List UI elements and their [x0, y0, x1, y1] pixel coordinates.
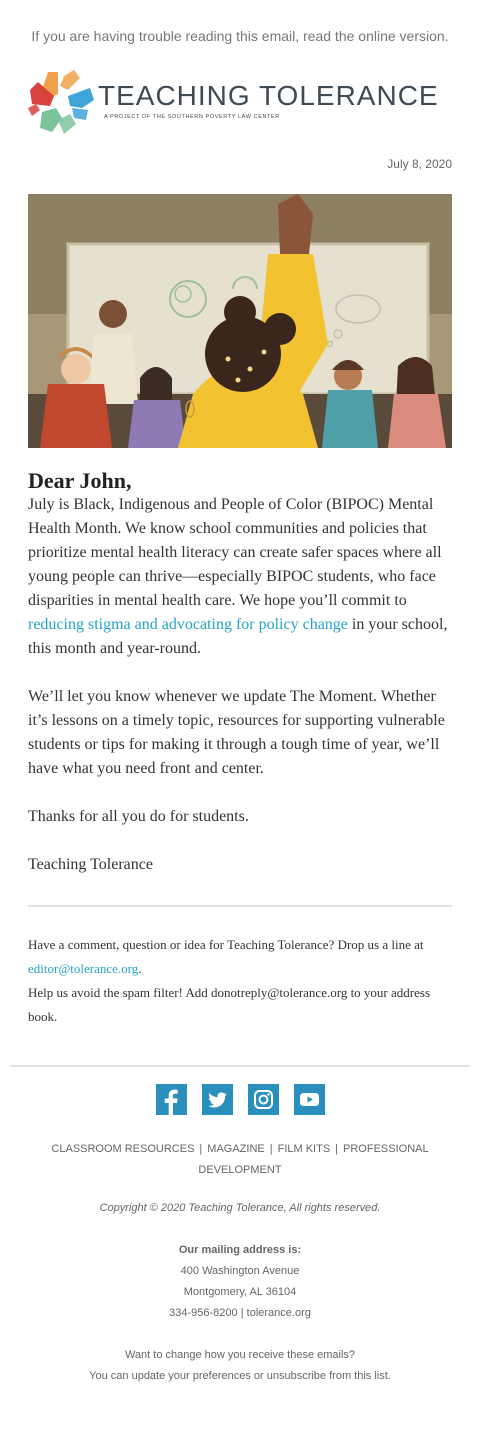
intro-text: July is Black, Indigenous and People of Color (BIPOC) Mental Health Month. We know school communities and policies that prioritize mental health literacy can create safer spaces where all young people can thrive—especially BIPOC students, who face disparities in mental health care. We hope you’ll commit to: [28, 496, 442, 609]
professional-development-link[interactable]: PROFESSIONAL DEVELOPMENT: [198, 1143, 429, 1176]
nav-separator: |: [199, 1143, 203, 1155]
unsubscribe-link[interactable]: unsubscribe from this list: [266, 1370, 388, 1382]
intro-paragraph: [28, 493, 452, 661]
instagram-icon: [248, 1084, 279, 1115]
contact-separator: |: [240, 1307, 244, 1319]
divider: [28, 905, 452, 907]
editor-email-link[interactable]: editor@tolerance.org: [28, 961, 139, 976]
facebook-button[interactable]: [156, 1084, 187, 1115]
spam-filter-note: Help us avoid the spam filter! Add donotreply@tolerance.org to your address book.: [28, 985, 430, 1024]
preheader: [0, 28, 480, 44]
social-links: [0, 1084, 480, 1115]
prefs-text: or: [250, 1370, 267, 1382]
thanks-paragraph: Thanks for all you do for students.: [28, 808, 249, 825]
phone-number: 334-956-8200: [169, 1307, 238, 1319]
update-preferences-link[interactable]: update your preferences: [131, 1370, 251, 1382]
nav-separator: |: [335, 1143, 339, 1155]
updates-paragraph: We’ll let you know whenever we update The Moment. Whether it’s lessons on a timely topic, resources for supporting vulnerable students or tips for making it through a tough time of year, we’ll have what you need front and center.: [28, 688, 445, 777]
film-kits-link[interactable]: FILM KITS: [277, 1143, 331, 1155]
footer-divider: [10, 1065, 470, 1067]
teaching-tolerance-logo[interactable]: [28, 68, 439, 136]
stigma-advocacy-link[interactable]: reducing stigma and advocating for policy change: [28, 616, 348, 633]
website-link[interactable]: tolerance.org: [246, 1307, 311, 1319]
contact-line: [0, 1303, 480, 1324]
nav-separator: |: [269, 1143, 273, 1155]
hands-logo-icon: [28, 68, 94, 136]
instagram-button[interactable]: [248, 1084, 279, 1115]
copyright: Copyright © 2020 Teaching Tolerance, All rights reserved.: [99, 1202, 381, 1214]
signature: Teaching Tolerance: [28, 856, 153, 873]
email-preferences: [0, 1345, 480, 1387]
prefs-text: You can: [89, 1370, 132, 1382]
twitter-icon: [202, 1084, 233, 1115]
twitter-button[interactable]: [202, 1084, 233, 1115]
intro-text-end: in your school, this month and year-round.: [28, 616, 448, 657]
classroom-illustration: [28, 194, 452, 448]
youtube-icon: [294, 1084, 325, 1115]
footer-nav: [40, 1139, 440, 1181]
prefs-question: Want to change how you receive these emails?: [124, 1349, 356, 1361]
logo-subtitle: A PROJECT OF THE SOUTHERN POVERTY LAW CENTER: [104, 114, 280, 120]
prefs-text: .: [387, 1370, 391, 1382]
prefs-line: [0, 1366, 480, 1387]
email-date: July 8, 2020: [387, 157, 452, 171]
preheader-text[interactable]: If you are having trouble reading this email, read the online version.: [31, 28, 449, 44]
contact-text: Have a comment, question or idea for Teaching Tolerance? Drop us a line at: [28, 937, 424, 952]
contact-note: [28, 933, 452, 981]
logo-title: TEACHING TOLERANCE: [98, 80, 439, 111]
address-city: Montgomery, AL 36104: [183, 1286, 297, 1298]
facebook-icon: [156, 1084, 187, 1115]
youtube-button[interactable]: [294, 1084, 325, 1115]
magazine-link[interactable]: MAGAZINE: [207, 1143, 265, 1155]
mailing-address: [0, 1240, 480, 1324]
address-street: 400 Washington Avenue: [180, 1265, 300, 1277]
greeting: Dear John,: [28, 468, 132, 493]
mailing-label: Our mailing address is:: [178, 1244, 302, 1256]
hero-image[interactable]: [28, 194, 452, 448]
classroom-resources-link[interactable]: CLASSROOM RESOURCES: [51, 1143, 195, 1155]
contact-text-end: .: [138, 961, 142, 976]
